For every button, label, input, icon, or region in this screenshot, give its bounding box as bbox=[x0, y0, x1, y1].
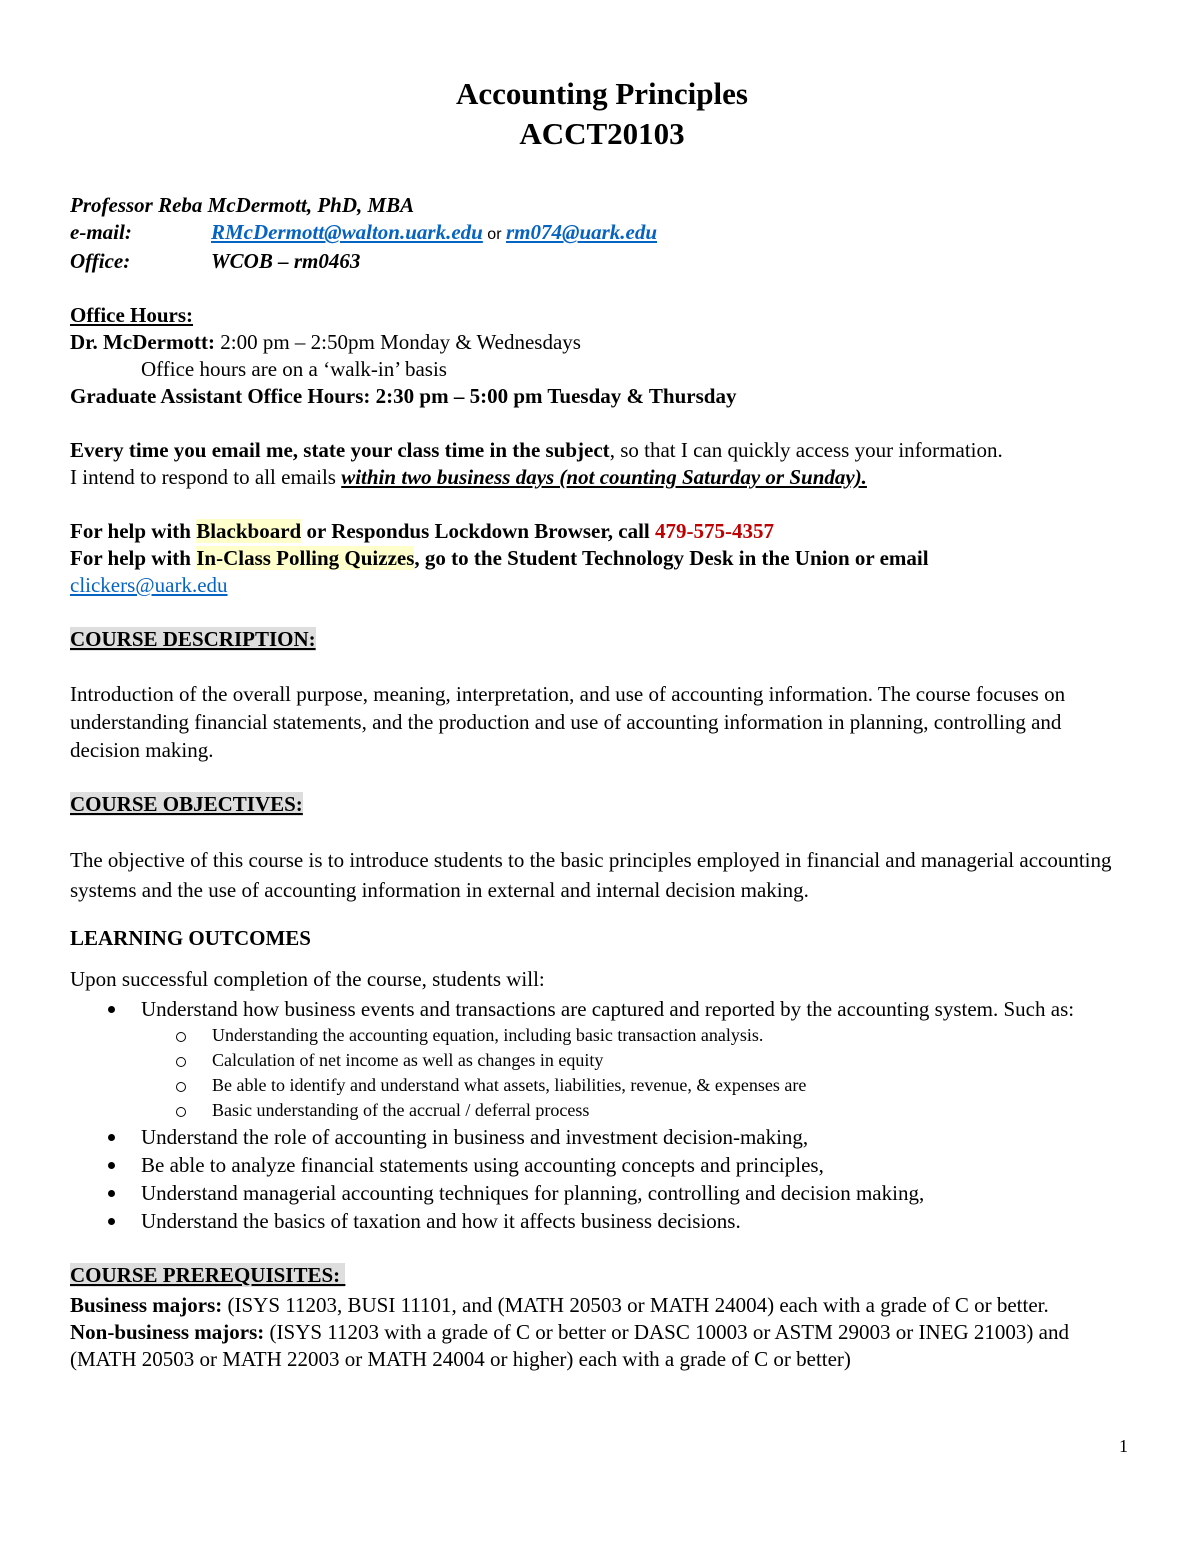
list-item bbox=[141, 1048, 1134, 1073]
help1-b: or Respondus Lockdown Browser, call bbox=[301, 519, 656, 543]
ga-hours-line bbox=[70, 383, 1134, 410]
help-phone: 479-575-4357 bbox=[655, 519, 775, 543]
help1-a: For help with bbox=[70, 519, 197, 543]
dr-label: Dr. McDermott: bbox=[70, 330, 215, 354]
prerequisites-heading: COURSE PREREQUISITES: bbox=[70, 1263, 346, 1287]
course-code: ACCT20103 bbox=[519, 116, 685, 151]
course-title: Accounting Principles bbox=[456, 76, 748, 111]
email-policy-block bbox=[70, 437, 1134, 491]
help-email-line bbox=[70, 572, 1134, 599]
course-description-text: Introduction of the overall purpose, meaning, interpretation, and use of accounting information. The course focuses on understanding financial statements, and the production and use of accounting information in planning, controlling and decision making. bbox=[70, 682, 1066, 762]
bullet-icon bbox=[108, 1190, 115, 1197]
walk-in-note: Office hours are on a ‘walk-in’ basis bbox=[141, 357, 447, 381]
list-item bbox=[70, 1151, 1134, 1179]
learning-outcomes-heading: LEARNING OUTCOMES bbox=[70, 926, 311, 950]
ga-hours: 2:30 pm – 5:00 pm Tuesday & Thursday bbox=[370, 384, 737, 408]
polling-highlight: In-Class Polling Quizzes bbox=[196, 546, 415, 570]
office-hours-block bbox=[70, 302, 1134, 410]
sub-outcome-text: Understanding the accounting equation, including basic transaction analysis. bbox=[212, 1025, 764, 1045]
email-policy-prefix: I intend to respond to all emails bbox=[70, 465, 342, 489]
help-block bbox=[70, 518, 1134, 599]
business-requirements: (ISYS 11203, BUSI 11101, and (MATH 20503 or MATH 24004) each with a grade of C or better. bbox=[222, 1293, 1049, 1317]
circle-bullet-icon bbox=[176, 1107, 186, 1117]
office-hours-heading: Office Hours: bbox=[70, 303, 194, 327]
outcome-text: Understand managerial accounting techniques for planning, controlling and decision making, bbox=[141, 1181, 925, 1205]
learning-outcomes-section bbox=[70, 925, 1134, 1235]
business-label: Business majors: bbox=[70, 1293, 223, 1317]
outcome-text: Understand how business events and transactions are captured and reported by the accounting system. Such as: bbox=[141, 997, 1075, 1021]
help2-b: , go to the Student Technology Desk in the Union or email bbox=[414, 546, 929, 570]
bullet-icon bbox=[108, 1218, 115, 1225]
circle-bullet-icon bbox=[176, 1057, 186, 1067]
help-line-blackboard bbox=[70, 518, 1134, 545]
page-number: 1 bbox=[1119, 1436, 1128, 1456]
learning-outcomes-intro: Upon successful completion of the course, students will: bbox=[70, 967, 545, 991]
dr-hours: 2:00 pm – 2:50pm Monday & Wednesdays bbox=[214, 330, 581, 354]
course-description-section bbox=[70, 626, 1134, 764]
spacer bbox=[70, 818, 1134, 845]
bullet-icon bbox=[108, 1134, 115, 1141]
list-item bbox=[70, 995, 1134, 1123]
email-or: or bbox=[482, 226, 506, 243]
title-block bbox=[70, 74, 1134, 154]
email-policy-line1 bbox=[70, 437, 1134, 464]
nonbusiness-label: Non-business majors: bbox=[70, 1320, 265, 1344]
email-link-secondary[interactable]: rm074@uark.edu bbox=[505, 220, 658, 244]
course-objectives-text: The objective of this course is to introduce students to the basic principles employed in financial and managerial accounting systems and the use of accounting information in external and internal decision making. bbox=[70, 848, 1112, 902]
spacer bbox=[70, 764, 1134, 791]
help2-a: For help with bbox=[70, 546, 197, 570]
spacer bbox=[70, 905, 1134, 925]
outcome-text: Understand the role of accounting in business and investment decision-making, bbox=[141, 1125, 809, 1149]
circle-bullet-icon bbox=[176, 1032, 186, 1042]
list-item bbox=[70, 1207, 1134, 1235]
course-description-heading: COURSE DESCRIPTION: bbox=[70, 627, 316, 651]
email-line bbox=[70, 219, 1134, 248]
office-label: Office: bbox=[70, 249, 131, 273]
email-policy-emphasis: within two business days (not counting Saturday or Sunday). bbox=[341, 465, 867, 489]
clickers-email-link[interactable]: clickers@uark.edu bbox=[70, 573, 228, 597]
outcome-text: Understand the basics of taxation and how it affects business decisions. bbox=[141, 1209, 741, 1233]
email-policy-line2 bbox=[70, 464, 1134, 491]
professor-name: Professor Reba McDermott, PhD, MBA bbox=[70, 193, 415, 217]
spacer bbox=[70, 653, 1134, 680]
office-value: WCOB – rm0463 bbox=[211, 249, 361, 273]
email-policy-bold: Every time you email me, state your class time in the subject bbox=[70, 438, 610, 462]
bullet-icon bbox=[108, 1006, 115, 1013]
list-item bbox=[141, 1073, 1134, 1098]
dr-hours-line bbox=[70, 329, 1134, 356]
bullet-icon bbox=[108, 1162, 115, 1169]
help-line-polling bbox=[70, 545, 1134, 572]
contact-block bbox=[70, 192, 1134, 275]
spacer bbox=[70, 952, 1134, 966]
spacer bbox=[70, 275, 1134, 302]
circle-bullet-icon bbox=[176, 1082, 186, 1092]
sub-outcome-text: Basic understanding of the accrual / deferral process bbox=[212, 1100, 590, 1120]
business-majors-text bbox=[70, 1292, 1134, 1319]
email-link-primary[interactable]: RMcDermott@walton.uark.edu bbox=[211, 220, 483, 244]
outcome-text: Be able to analyze financial statements using accounting concepts and principles, bbox=[141, 1153, 824, 1177]
ga-label: Graduate Assistant Office Hours: bbox=[70, 384, 371, 408]
spacer bbox=[70, 599, 1134, 626]
nonbusiness-requirements: (ISYS 11203 with a grade of C or better or DASC 10003 or ASTM 29003 or INEG 21003) and (MATH 20503 or MATH 22003 or MATH 24004 or higher) each with a grade of C or better) bbox=[70, 1320, 1069, 1371]
email-label: e-mail: bbox=[70, 220, 132, 244]
course-objectives-section bbox=[70, 791, 1134, 905]
list-item bbox=[70, 1179, 1134, 1207]
blackboard-highlight: Blackboard bbox=[196, 519, 302, 543]
page-content bbox=[70, 74, 1134, 1373]
sub-outcome-text: Calculation of net income as well as changes in equity bbox=[212, 1050, 604, 1070]
email-policy-rest: , so that I can quickly access your information. bbox=[609, 438, 1003, 462]
list-item bbox=[70, 1123, 1134, 1151]
nonbusiness-majors-text bbox=[70, 1319, 1134, 1373]
course-objectives-heading: COURSE OBJECTIVES: bbox=[70, 792, 303, 816]
prerequisites-section bbox=[70, 1262, 1134, 1373]
spacer bbox=[70, 1235, 1134, 1262]
spacer bbox=[70, 410, 1134, 437]
outcomes-list bbox=[70, 995, 1134, 1235]
office-line bbox=[70, 248, 1134, 275]
sub-outcomes-list bbox=[141, 1023, 1134, 1123]
list-item bbox=[141, 1023, 1134, 1048]
spacer bbox=[70, 491, 1134, 518]
sub-outcome-text: Be able to identify and understand what assets, liabilities, revenue, & expenses are bbox=[212, 1075, 807, 1095]
list-item bbox=[141, 1098, 1134, 1123]
